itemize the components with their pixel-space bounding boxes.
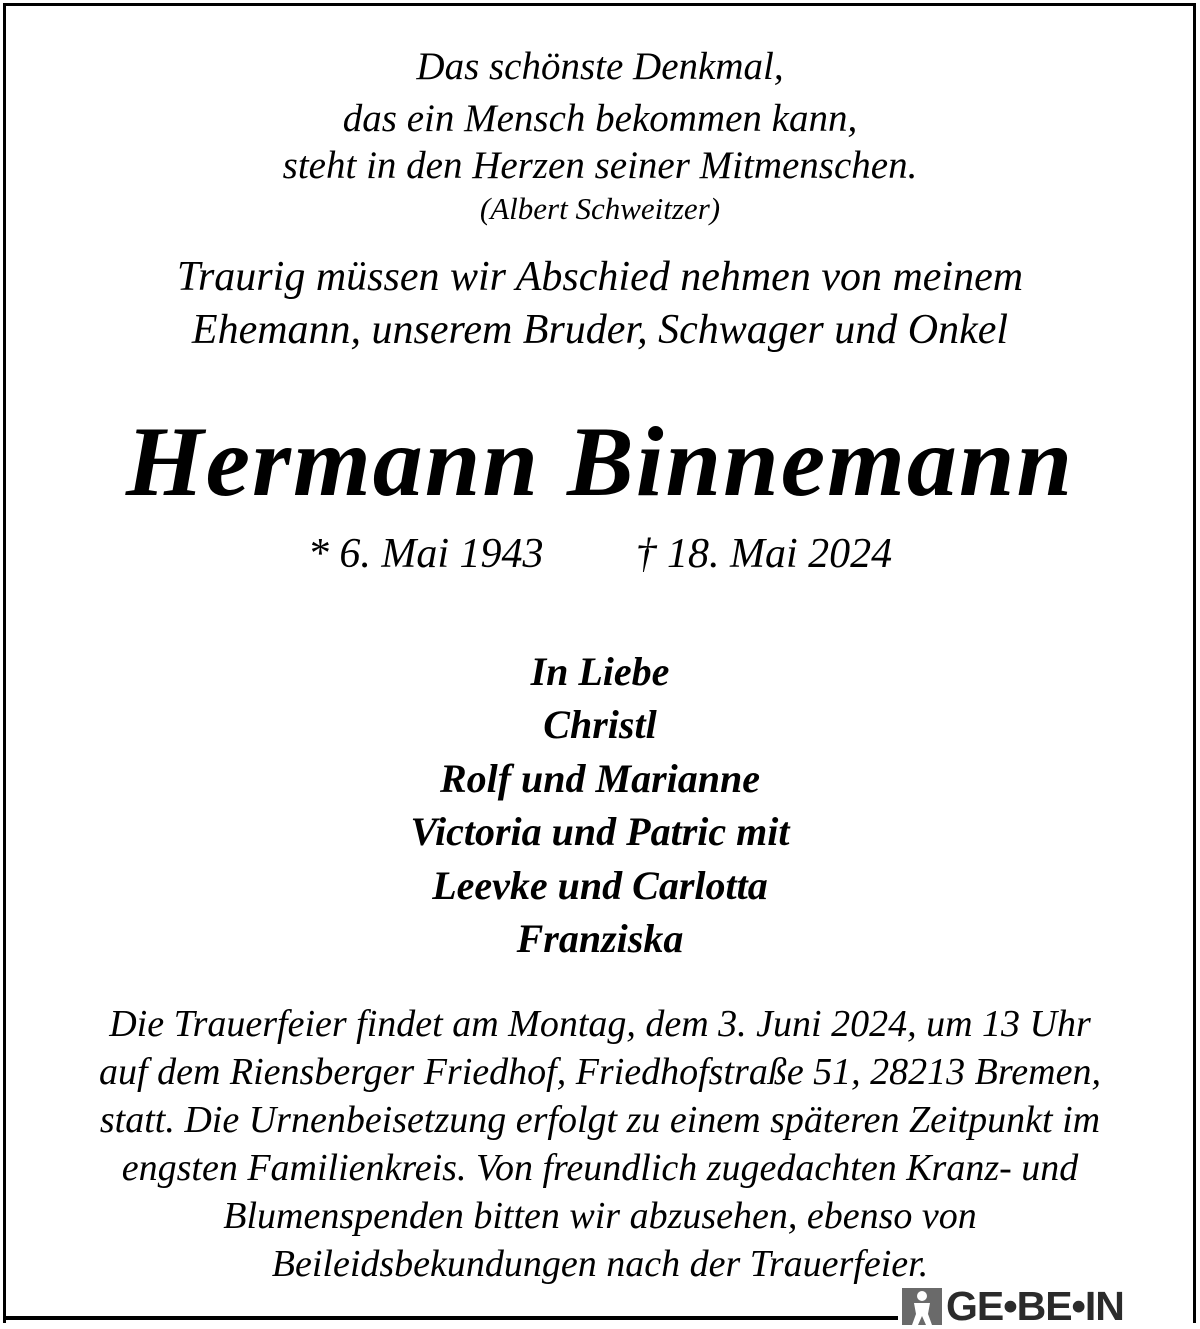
mourner-line-4: Victoria und Patric mit <box>410 809 790 854</box>
bottom-rule <box>3 1316 898 1320</box>
logo-text: GE•BE•IN <box>946 1283 1124 1329</box>
mourner-line-3: Rolf und Marianne <box>439 756 761 801</box>
birth-date: * 6. Mai 1943 <box>307 531 544 577</box>
quote-author: (Albert Schweitzer) <box>479 191 721 226</box>
gebein-logo <box>902 1283 1124 1329</box>
figure-logo-icon <box>902 1288 942 1325</box>
life-dates <box>0 530 1200 578</box>
intro-line-1: Traurig müssen wir Abschied nehmen von meinem <box>176 254 1024 300</box>
notice-line-5: Blumenspenden bitten wir abzusehen, ebenso von <box>223 1195 977 1237</box>
mourner-line-2: Christl <box>543 702 657 747</box>
mourner-line-5: Leevke und Carlotta <box>432 863 768 908</box>
notice-line-2: auf dem Riensberger Friedhof, Friedhofstraße 51, 28213 Bremen, <box>99 1051 1101 1093</box>
deceased-name: Hermann Binnemann <box>125 406 1075 517</box>
intro-line-2: Ehemann, unserem Bruder, Schwager und Onkel <box>191 307 1009 353</box>
quote-line-1: Das schönste Denkmal, <box>416 45 784 88</box>
mourner-line-6: Franziska <box>516 916 684 961</box>
notice-line-3: statt. Die Urnenbeisetzung erfolgt zu einem späteren Zeitpunkt im <box>99 1099 1101 1141</box>
notice-line-6: Beileidsbekundungen nach der Trauerfeier. <box>271 1243 929 1285</box>
notice-line-4: engsten Familienkreis. Von freundlich zugedachten Kranz- und <box>121 1147 1079 1189</box>
quote-line-2: das ein Mensch bekommen kann, <box>342 97 858 140</box>
notice-line-1: Die Trauerfeier findet am Montag, dem 3. Juni 2024, um 13 Uhr <box>109 1003 1091 1045</box>
quote-line-3: steht in den Herzen seiner Mitmenschen. <box>282 144 918 187</box>
death-date: † 18. Mai 2024 <box>635 531 893 577</box>
mourner-line-1: In Liebe <box>530 649 670 694</box>
